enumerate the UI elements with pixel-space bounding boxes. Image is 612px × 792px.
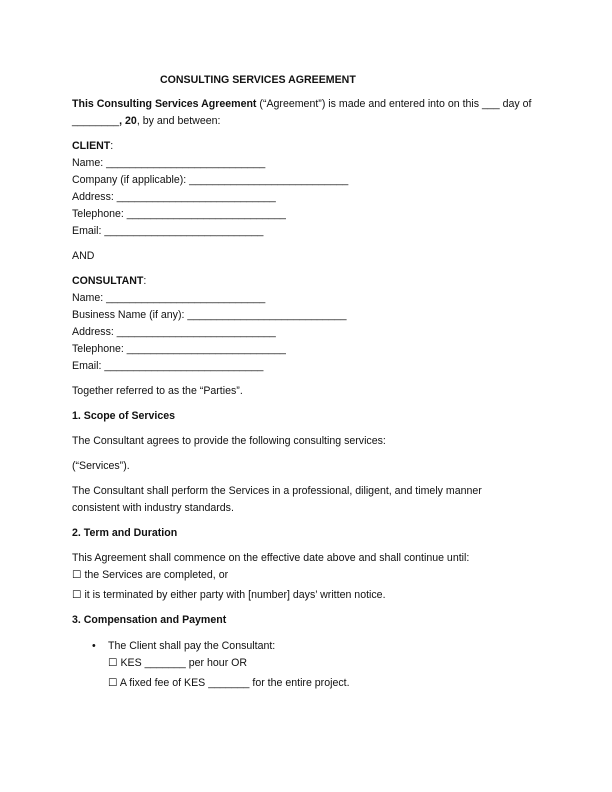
consultant-heading-colon: :	[143, 275, 147, 287]
client-email-field: Email: ___________________________	[72, 225, 264, 237]
client-telephone-field: Telephone: ___________________________	[72, 208, 286, 220]
intro-year: , 20	[119, 115, 137, 127]
client-name-field: Name: ___________________________	[72, 157, 266, 169]
intro-line-1	[72, 97, 531, 111]
client-heading-colon: :	[110, 140, 114, 152]
section-1-paragraph-1: The Consultant agrees to provide the following consulting services:	[72, 435, 386, 447]
intro-line-2	[72, 114, 220, 128]
consultant-name-field: Name: ___________________________	[72, 292, 266, 304]
bullet-icon: •	[92, 640, 96, 652]
section-3-bullet: The Client shall pay the Consultant:	[108, 640, 276, 652]
and-separator: AND	[72, 250, 95, 262]
client-heading-label: CLIENT	[72, 140, 111, 152]
intro-rest: (“Agreement”) is made and entered into on this ___ day of	[256, 98, 532, 110]
section-2-option-terminated: ☐ it is terminated by either party with [number] days’ written notice.	[72, 589, 386, 601]
consultant-telephone-field: Telephone: ___________________________	[72, 343, 286, 355]
document-title: CONSULTING SERVICES AGREEMENT	[160, 74, 356, 86]
client-company-field: Company (if applicable): ___________________________	[72, 174, 349, 186]
section-3-heading: 3. Compensation and Payment	[72, 614, 227, 626]
section-1-paragraph-3a: The Consultant shall perform the Services in a professional, diligent, and timely manner	[72, 485, 482, 497]
consultant-heading-label: CONSULTANT	[72, 275, 144, 287]
intro-bold-start: This Consulting Services Agreement	[72, 98, 257, 110]
section-1-paragraph-2: (“Services”).	[72, 460, 130, 472]
intro-date-blank: ________	[72, 115, 120, 127]
consultant-address-field: Address: ___________________________	[72, 326, 276, 338]
consultant-email-field: Email: ___________________________	[72, 360, 264, 372]
consultant-heading	[72, 274, 146, 288]
section-1-paragraph-3b: consistent with industry standards.	[72, 502, 234, 514]
section-2-heading: 2. Term and Duration	[72, 527, 178, 539]
consultant-business-field: Business Name (if any): ___________________________	[72, 309, 347, 321]
section-3-option-fixed: ☐ A fixed fee of KES _______ for the entire project.	[108, 677, 350, 689]
client-heading	[72, 139, 113, 153]
section-2-option-completed: ☐ the Services are completed, or	[72, 569, 229, 581]
intro-line2-rest: , by and between:	[136, 115, 221, 127]
client-address-field: Address: ___________________________	[72, 191, 276, 203]
section-1-heading: 1. Scope of Services	[72, 410, 176, 422]
parties-statement: Together referred to as the “Parties”.	[72, 385, 243, 397]
section-3-option-hourly: ☐ KES _______ per hour OR	[108, 657, 248, 669]
section-2-paragraph: This Agreement shall commence on the effective date above and shall continue until:	[72, 552, 470, 564]
